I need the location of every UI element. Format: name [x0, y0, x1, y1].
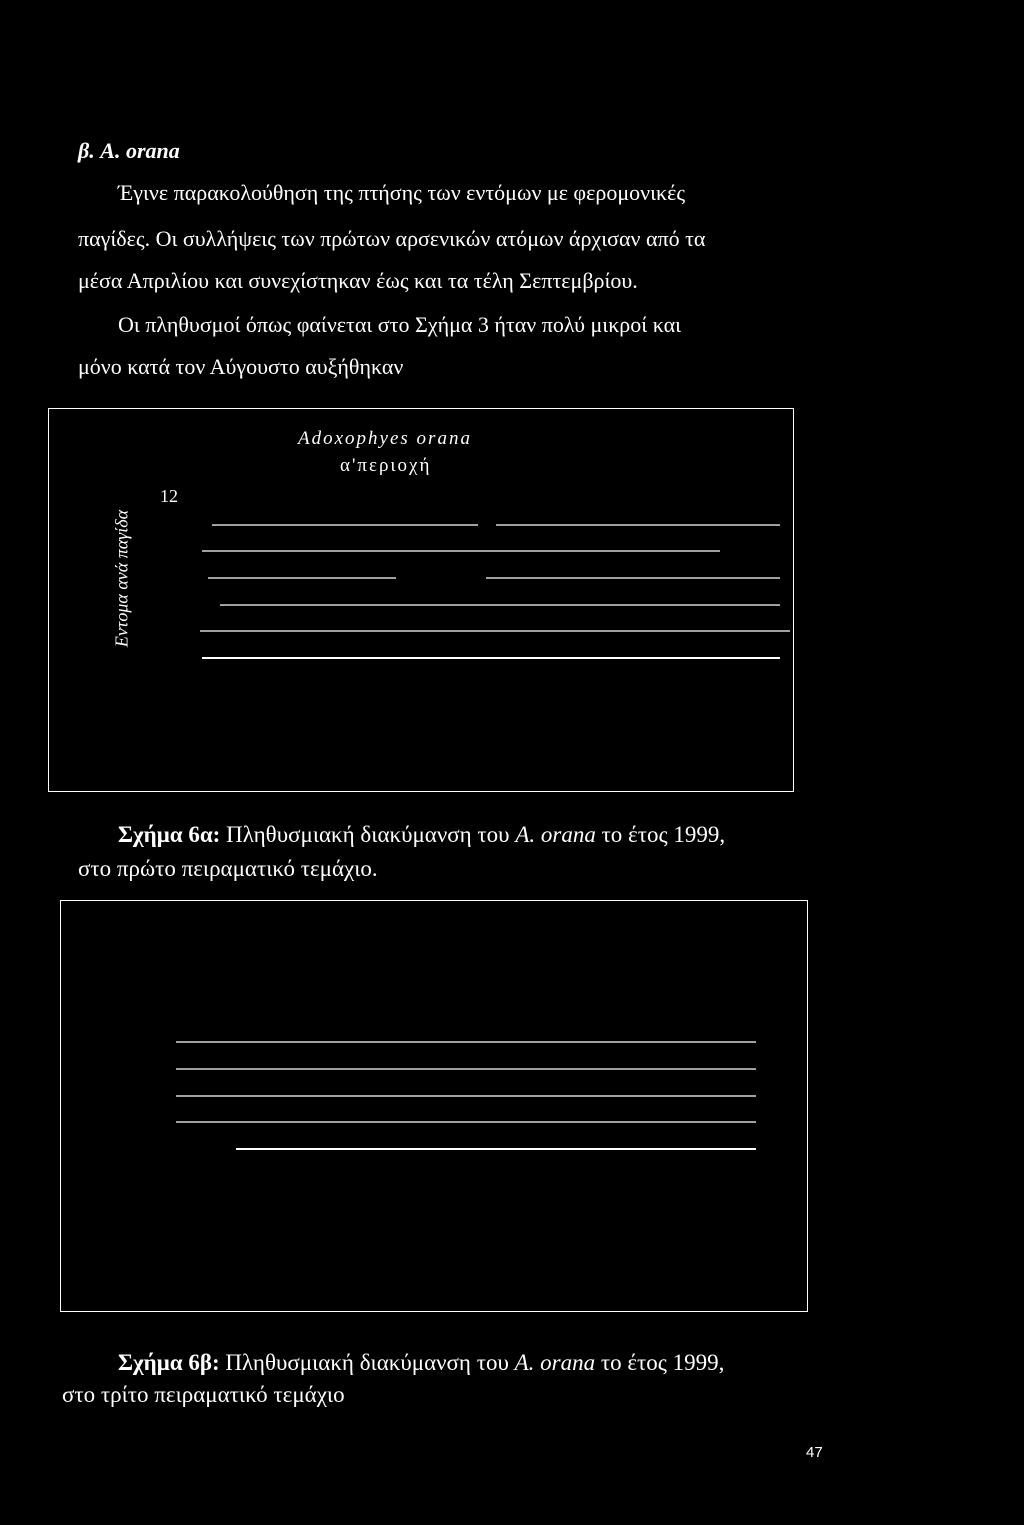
figure-a-caption-text2: το έτος 1999, — [595, 822, 726, 847]
figure-a-ytick: 12 — [160, 486, 178, 506]
figure-a-caption-label: Σχήμα 6α: — [118, 822, 221, 847]
figure-b-caption-text1: Πληθυσμιακή διακύμανση του — [219, 1350, 515, 1375]
paragraph-line-5: μόνο κατά τον Αύγουστο αυξήθηκαν — [78, 354, 404, 379]
figure-b-caption-line-2: στο τρίτο πειραματικό τεμάχιο — [62, 1382, 345, 1407]
figure-b-caption-species: A. orana — [514, 1350, 596, 1375]
figure-a-caption-line-2: στο πρώτο πειραματικό τεμάχιο. — [78, 856, 378, 881]
figure-a-caption-text1: Πληθυσμιακή διακύμανση του — [220, 822, 516, 847]
section-heading: β. A. orana — [78, 138, 180, 163]
page-number: 47 — [806, 1444, 823, 1461]
paragraph-line-4: Οι πληθυσμοί όπως φαίνεται στο Σχήμα 3 ήταν πολύ μικροί και — [118, 312, 682, 337]
paragraph-line-1: Έγινε παρακολούθηση της πτήσης των εντόμων με φερομονικές — [118, 180, 686, 205]
figure-b-caption-text2: το έτος 1999, — [595, 1350, 725, 1375]
figure-a-ylabel: Εντομα ανά παγίδα — [111, 509, 132, 648]
figure-b-caption-label: Σχήμα 6β: — [118, 1350, 220, 1375]
figure-a-title: Adoxophyes orana — [298, 428, 472, 449]
figure-a-caption-species: A. orana — [515, 822, 596, 847]
figure-b-caption-line-1 — [118, 1350, 724, 1376]
figure-a-subtitle: α'περιοχή — [340, 455, 432, 476]
paragraph-line-3: μέσα Απριλίου και συνεχίστηκαν έως και τα τέλη Σεπτεμβρίου. — [78, 268, 638, 293]
paragraph-line-2: παγίδες. Οι συλλήψεις των πρώτων αρσενικών ατόμων άρχισαν από τα — [78, 226, 706, 251]
